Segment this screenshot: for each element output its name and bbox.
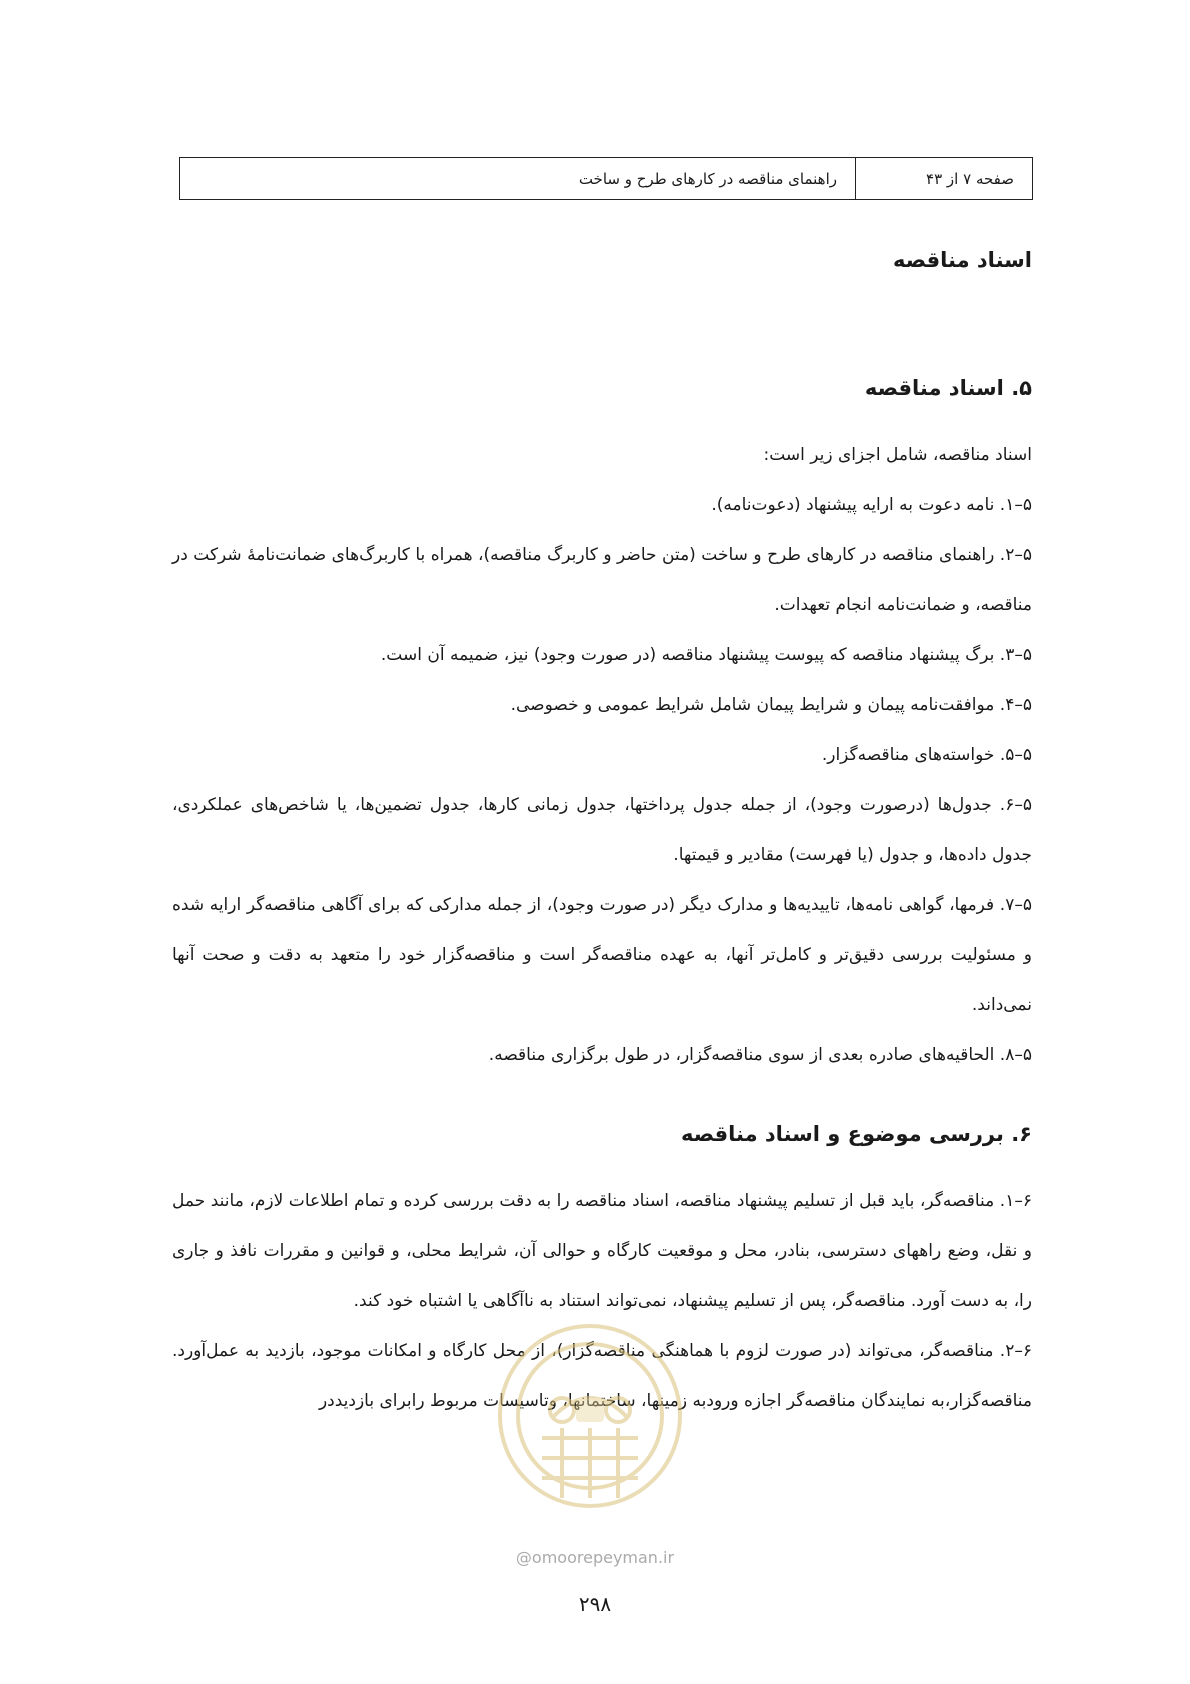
- paragraph: ۶–۲. مناقصه‌گر، می‌تواند (در صورت لزوم با هماهنگی مناقصه‌گزار)، از محل کارگاه و امکانات موجود، بازدید به عمل‌آورد. مناقصه‌گزار،به نمایندگان مناقصه‌گر اجازه ورودبه زمینها، ساختمانها، وتاسیسات مربوط رابرای بازدیددر: [172, 1341, 1032, 1411]
- paragraph: ۵–۱. نامه دعوت به ارایه پیشنهاد (دعوت‌نامه).: [711, 495, 1032, 515]
- paragraph: ۵–۸. الحاقیه‌های صادره بعدی از سوی مناقصه‌گزار، در طول برگزاری مناقصه.: [488, 1045, 1032, 1065]
- paragraph: ۵–۵. خواسته‌های مناقصه‌گزار.: [821, 745, 1032, 765]
- section-heading-5: ۵. اسناد مناقصه: [864, 376, 1032, 400]
- section-heading-6: ۶. بررسی موضوع و اسناد مناقصه: [680, 1122, 1032, 1146]
- paragraph: ۶–۱. مناقصه‌گر، باید قبل از تسلیم پیشنهاد مناقصه، اسناد مناقصه را به دقت بررسی کرده و تمام اطلاعات لازم، مانند حمل و نقل، وضع راههای دسترسی، بنادر، محل و موقعیت کارگاه و حوالی آن، شرایط محلی، و قوانین و مقررات نافذ و جاری را، به دست آورد. مناقصه‌گر، پس از تسلیم پیشنهاد، نمی‌تواند استناد به ناآگاهی یا اشتباه خود کند.: [172, 1191, 1032, 1311]
- watermark-url: @omoorepeyman.ir: [515, 1548, 675, 1567]
- paragraph: ۵–۴. موافقت‌نامه پیمان و شرایط پیمان شامل شرایط عمومی و خصوصی.: [510, 695, 1032, 715]
- page-number: ۲۹۸: [578, 1592, 612, 1616]
- omoorepeyman-logo-icon: [492, 1318, 688, 1548]
- paragraph: ۵–۳. برگ پیشنهاد مناقصه که پیوست پیشنهاد مناقصه (در صورت وجود) نیز، ضمیمه آن است.: [380, 645, 1032, 665]
- page-header-box: [179, 157, 1033, 200]
- section-spacer: [172, 1080, 1032, 1114]
- paragraph: ۵–۶. جدول‌ها (درصورت وجود)، از جمله جدول پرداختها، جدول زمانی کارها، جدول تضمین‌ها، یا شاخص‌های عملکردی، جدول داده‌ها، و جدول (یا فهرست) مقادیر و قیمتها.: [172, 795, 1032, 865]
- paragraph: ۵–۷. فرمها، گواهی نامه‌ها، تاییدیه‌ها و مدارک دیگر (در صورت وجود)، از جمله مدارکی که برای آگاهی مناقصه‌گر ارایه شده و مسئولیت بررسی دقیق‌تر و کامل‌تر آنها، به عهده مناقصه‌گر است و مناقصه‌گزار خود را متعهد به دقت و صحت آنها نمی‌داند.: [172, 895, 1032, 1015]
- document-body: [172, 240, 1032, 1426]
- paragraph: ۵–۲. راهنمای مناقصه در کارهای طرح و ساخت (متن حاضر و کاربرگ مناقصه)، همراه با کاربرگ‌های ضمانت‌نامهٔ شرکت در مناقصه، و ضمانت‌نامه انجام تعهدات.: [172, 545, 1032, 615]
- header-page-label: صفحه ۷ از ۴۳: [855, 158, 1032, 199]
- header-document-title: راهنمای مناقصه در کارهای طرح و ساخت: [578, 169, 837, 188]
- paragraph: اسناد مناقصه، شامل اجزای زیر است:: [763, 445, 1032, 465]
- document-title: اسناد مناقصه: [892, 248, 1032, 272]
